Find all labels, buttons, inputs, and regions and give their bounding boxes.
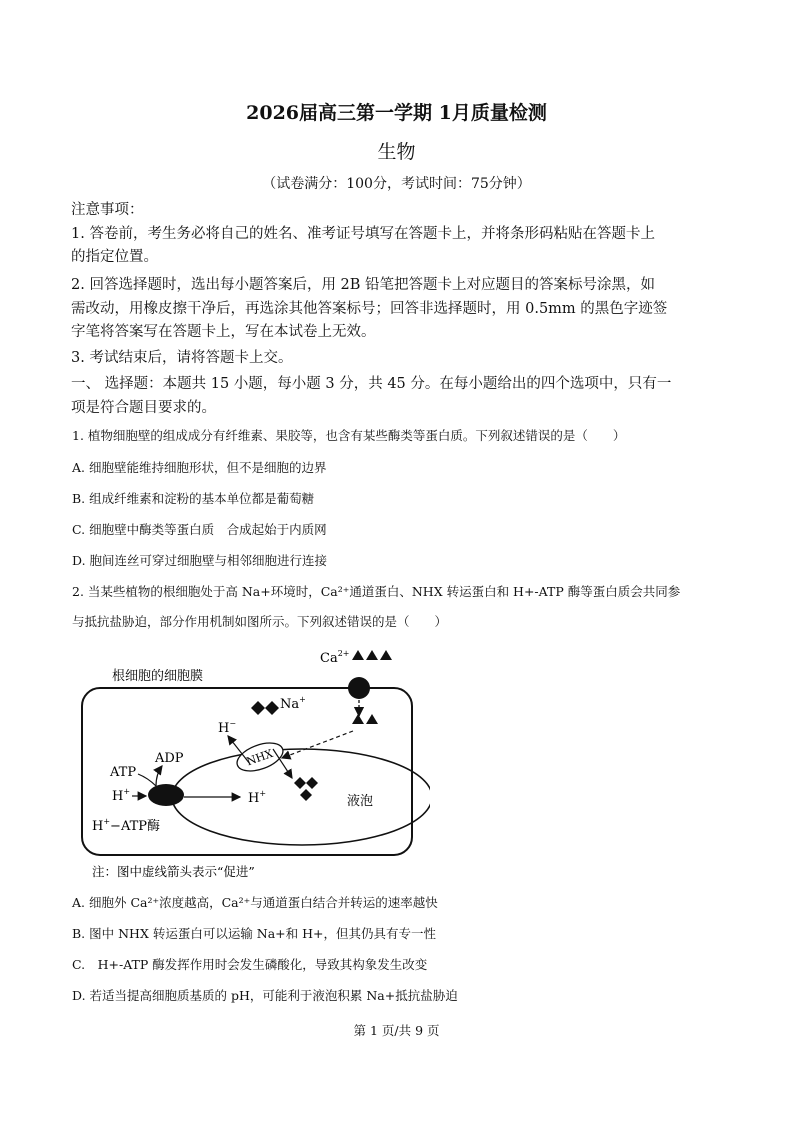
q2-option-b: B. 图中 NHX 转运蛋白可以运输 Na+和 H+，但其仍具有专一性 — [72, 926, 437, 941]
notice-item-1-line-2: 的指定位置。 — [71, 249, 158, 265]
na-ion-diamond — [251, 701, 265, 715]
notice-item-1-line-1: 1. 答卷前，考生务必将自己的姓名、准考证号填写在答题卡上，并将条形码粘贴在答题卡上 — [71, 226, 655, 242]
na-ion-diamond — [265, 701, 279, 715]
na-ion-diamond — [294, 777, 306, 789]
q2-option-c: C. H+-ATP 酶发挥作用时会发生磷酸化，导致其构象发生改变 — [72, 957, 428, 972]
q2-stem-line-2: 与抵抗盐胁迫，部分作用机制如图所示。下列叙述错误的是（ ） — [72, 614, 448, 629]
promotion-arrow — [282, 731, 353, 758]
h-atpase-pump — [148, 784, 184, 806]
h-left-superscript: + — [123, 787, 131, 796]
svg-text:H+ — [112, 787, 130, 804]
ca-channel-protein — [348, 677, 370, 699]
page-number: 第 1 页/共 9 页 — [353, 1023, 440, 1038]
q1-stem: 1. 植物细胞壁的组成成分有纤维素、果胶等，也含有某些酶类等蛋白质。下列叙述错误的是（ ） — [72, 428, 626, 443]
exam-info: （试卷满分：100分，考试时间：75分钟） — [262, 176, 531, 192]
na-label: Na — [280, 697, 300, 712]
ca-ion-triangle — [366, 714, 378, 724]
h-right-label: H — [248, 791, 260, 806]
exam-title: 2026届高三第一学期 1月质量检测 — [246, 102, 547, 124]
ca-ion-triangle — [380, 650, 392, 660]
notice-item-2-line-1: 2. 回答选择题时，选出每小题答案后，用 2B 铅笔把答题卡上对应题目的答案标号涂黑，如 — [71, 277, 656, 293]
ca-label: Ca — [320, 651, 338, 666]
q1-option-d: D. 胞间连丝可穿过细胞壁与相邻细胞进行连接 — [72, 553, 328, 568]
ion-transport-diagram — [70, 640, 430, 880]
figure-caption: 注：图中虚线箭头表示“促进” — [92, 864, 255, 879]
atp-label: ATP — [110, 765, 137, 780]
na-ion-diamond — [300, 789, 312, 801]
ca-ion-triangle — [352, 714, 364, 724]
ca-superscript: 2+ — [337, 649, 350, 658]
notice-item-3: 3. 考试结束后，请将答题卡上交。 — [71, 350, 293, 366]
h-top-label: H — [218, 721, 230, 736]
ca-ion-triangle — [352, 650, 364, 660]
svg-text:Na+ — [280, 695, 306, 712]
q1-option-b: B. 组成纤维素和淀粉的基本单位都是葡萄糖 — [72, 491, 315, 506]
pump-label-suffix: −ATP酶 — [110, 819, 161, 834]
notice-heading: 注意事项： — [71, 202, 144, 218]
pump-superscript: + — [103, 817, 111, 826]
svg-text:H− — [218, 719, 236, 736]
ca-ion-triangle — [366, 650, 378, 660]
q2-option-a: A. 细胞外 Ca²⁺浓度越高，Ca²⁺与通道蛋白结合并转运的速率越快 — [72, 895, 438, 910]
section-heading-line-1: 一、 选择题：本题共 15 小题，每小题 3 分，共 45 分。在每小题给出的四个选项中，只有一 — [71, 376, 672, 392]
svg-text:H+−ATP酶 — [92, 817, 160, 834]
h-left-label: H — [112, 789, 124, 804]
h-top-superscript: − — [229, 719, 237, 728]
notice-item-2-line-2: 需改动，用橡皮擦干净后，再选涂其他答案标号；回答非选择题时，用 0.5mm 的黑色字迹签 — [71, 301, 668, 317]
na-superscript: + — [299, 695, 306, 704]
pump-label: H — [92, 819, 104, 834]
nhx-label: NHX — [244, 746, 275, 769]
svg-text:Ca2+ — [320, 649, 350, 666]
q2-stem-line-1: 2. 当某些植物的根细胞处于高 Na+环境时，Ca²⁺通道蛋白、NHX 转运蛋白和 H+-ATP 酶等蛋白质会共同参 — [72, 584, 681, 599]
membrane-label: 根细胞的细胞膜 — [112, 669, 204, 684]
na-ion-diamond — [306, 777, 318, 789]
vacuole-label: 液泡 — [347, 794, 374, 809]
notice-item-2-line-3: 字笔将答案写在答题卡上，写在本试卷上无效。 — [71, 324, 376, 340]
h-right-superscript: + — [259, 789, 267, 798]
section-heading-line-2: 项是符合题目要求的。 — [71, 400, 216, 416]
exam-subject: 生物 — [377, 141, 416, 163]
q1-option-c: C. 细胞壁中酶类等蛋白质 合成起始于内质网 — [72, 522, 327, 537]
q1-option-a: A. 细胞壁能维持细胞形状，但不是细胞的边界 — [72, 460, 327, 475]
q2-option-d: D. 若适当提高细胞质基质的 pH，可能利于液泡积累 Na+抵抗盐胁迫 — [72, 988, 458, 1003]
svg-text:H+ — [248, 789, 266, 806]
adp-label: ADP — [155, 751, 184, 766]
